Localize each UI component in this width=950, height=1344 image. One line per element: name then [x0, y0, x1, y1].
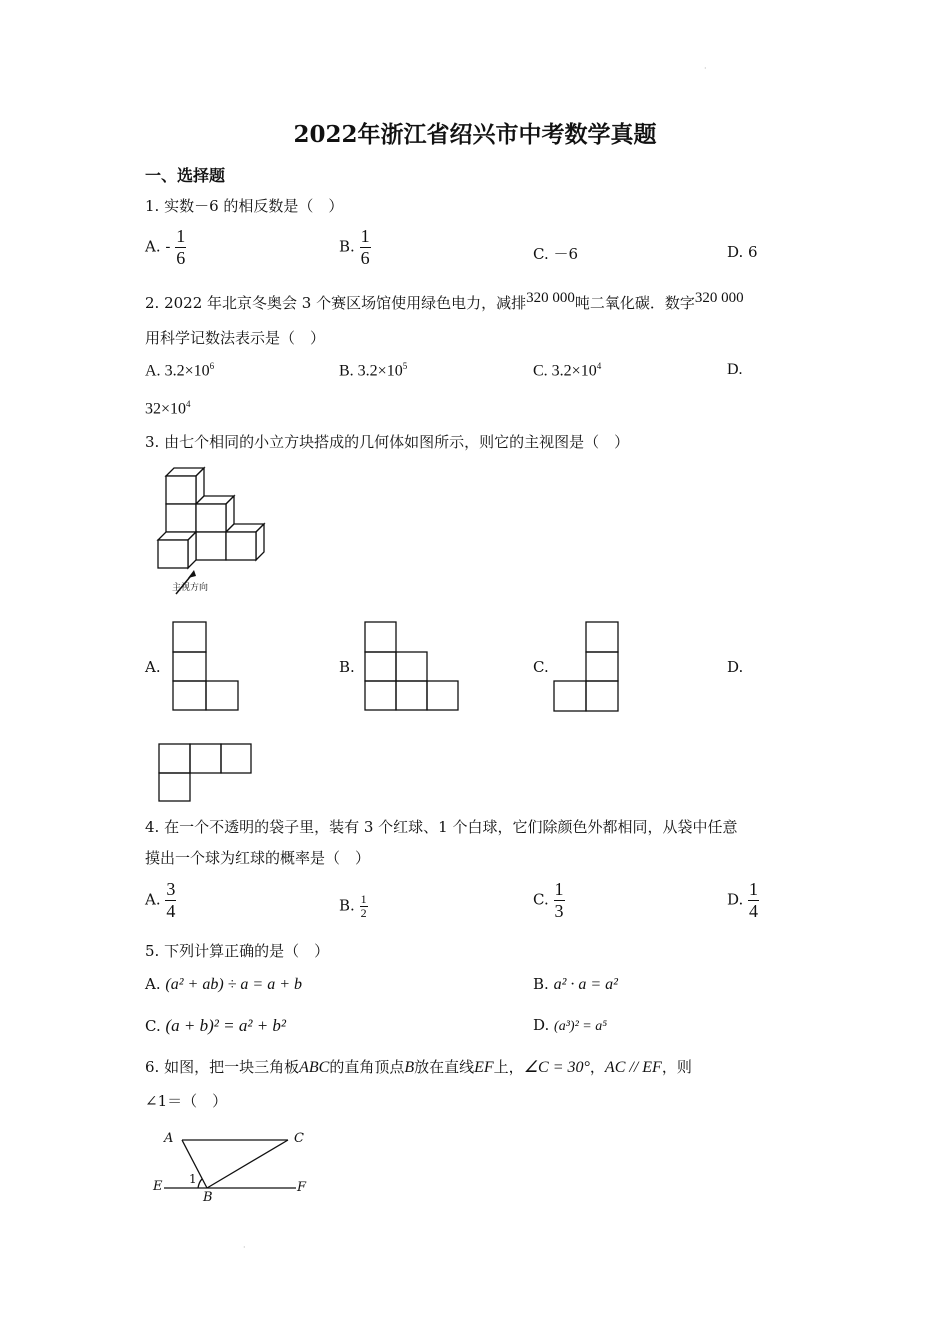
q2-option-b[interactable]: B. $3.2\times 10^5$ — [339, 361, 408, 380]
option-label: C. — [533, 245, 549, 263]
label-c: C — [294, 1131, 304, 1146]
question-3-stem: 3. 由七个相同的小立方块搭成的几何体如图所示，则它的主视图是（ ） — [145, 433, 630, 451]
label-f: F — [297, 1180, 307, 1195]
question-2-stem: 2. 2022 年北京冬奥会 3 个赛区场馆使用绿色电力，减排320 000吨二氧化碳．数字320 000 — [145, 290, 744, 312]
page-title: 2022年浙江省绍兴市中考数学真题 — [293, 121, 657, 148]
option-label: C. — [533, 890, 549, 909]
q3-option-a-view — [172, 621, 242, 713]
label-a: A — [164, 1131, 174, 1146]
q4-option-a[interactable] — [145, 879, 176, 922]
question-6-stem: 6. 如图，把一块三角板ABC的直角顶点B放在直线EF上，∠C = 30°，AC // EF，则 — [145, 1058, 692, 1076]
q1-option-c[interactable] — [533, 243, 578, 264]
option-text: －6 — [553, 245, 579, 263]
q3-option-b-view — [364, 621, 462, 713]
fraction: $\frac{1}{4}$ — [749, 879, 759, 921]
fraction: $\frac{1}{3}$ — [554, 879, 564, 921]
figure-caption: 主视方向 — [172, 583, 209, 593]
q5-option-b[interactable]: B. a² · a = a² — [533, 975, 618, 993]
q3-option-d-view — [158, 743, 254, 805]
page-mark-bottom: · — [243, 1243, 246, 1252]
question-2-stem-line2: 用科学记数法表示是（ ） — [145, 329, 326, 347]
label-b: B — [203, 1190, 213, 1205]
fraction: $\frac{3}{4}$ — [166, 879, 176, 921]
question-4-stem-line1: 4. 在一个不透明的袋子里，装有 3 个红球、1 个白球，它们除颜色外都相同，从袋中任意 — [145, 818, 738, 836]
question-1-stem: 1. 实数－6 的相反数是（ ） — [145, 197, 344, 215]
option-label: D. — [727, 890, 744, 909]
question-6-stem-line2: ∠1＝（ ） — [145, 1092, 228, 1110]
option-label: A. — [145, 237, 161, 256]
q3-option-c[interactable]: C. — [533, 658, 549, 676]
fraction: $\frac{1}{6}$ — [176, 226, 186, 268]
option-label: D. — [727, 243, 744, 261]
q4-option-b[interactable] — [339, 893, 368, 920]
question-4-stem-line2: 摸出一个球为红球的概率是（ ） — [145, 849, 371, 867]
number-320000: 320 000 — [526, 290, 575, 306]
question-5-stem: 5. 下列计算正确的是（ ） — [145, 942, 330, 960]
label-angle-1: 1 — [189, 1172, 197, 1186]
q3-option-a[interactable]: A. — [145, 658, 161, 676]
q5-option-d[interactable]: D. (a³)² = a⁵ — [533, 1016, 608, 1034]
q3-option-d[interactable]: D. — [727, 658, 744, 676]
fraction: $\frac{1}{2}$ — [360, 892, 367, 920]
option-label: B. — [339, 896, 355, 915]
q1-option-a[interactable] — [145, 226, 186, 269]
q3-option-b[interactable]: B. — [339, 658, 355, 676]
q2-option-d-value: $32\times 10^4$ — [145, 399, 191, 418]
q2-option-a[interactable]: A. $3.2\times 10^6$ — [145, 361, 215, 380]
q2-option-d[interactable]: D. — [727, 361, 743, 378]
q1-option-b[interactable] — [339, 226, 371, 269]
q4-option-c[interactable] — [533, 879, 565, 922]
page-mark-top: · — [704, 64, 707, 73]
minus-sign: - — [165, 237, 171, 256]
section-heading: 一、选择题 — [145, 166, 226, 185]
cube-stack-figure — [150, 466, 280, 596]
q5-option-c[interactable]: C. (a + b)² = a² + b² — [145, 1016, 287, 1035]
q5-option-a[interactable]: A. (a² + ab) ÷ a = a + b — [145, 975, 303, 993]
fraction: $\frac{1}{6}$ — [360, 226, 370, 268]
q2-option-c[interactable]: C. $3.2\times 10^4$ — [533, 361, 602, 380]
q4-option-d[interactable] — [727, 879, 759, 922]
q1-option-d[interactable] — [727, 243, 758, 261]
option-label: A. — [145, 890, 161, 909]
q3-option-c-view — [553, 621, 623, 713]
option-text: 6 — [748, 243, 758, 261]
option-label: B. — [339, 237, 355, 256]
label-e: E — [153, 1179, 163, 1194]
number-320000: 320 000 — [694, 290, 744, 306]
